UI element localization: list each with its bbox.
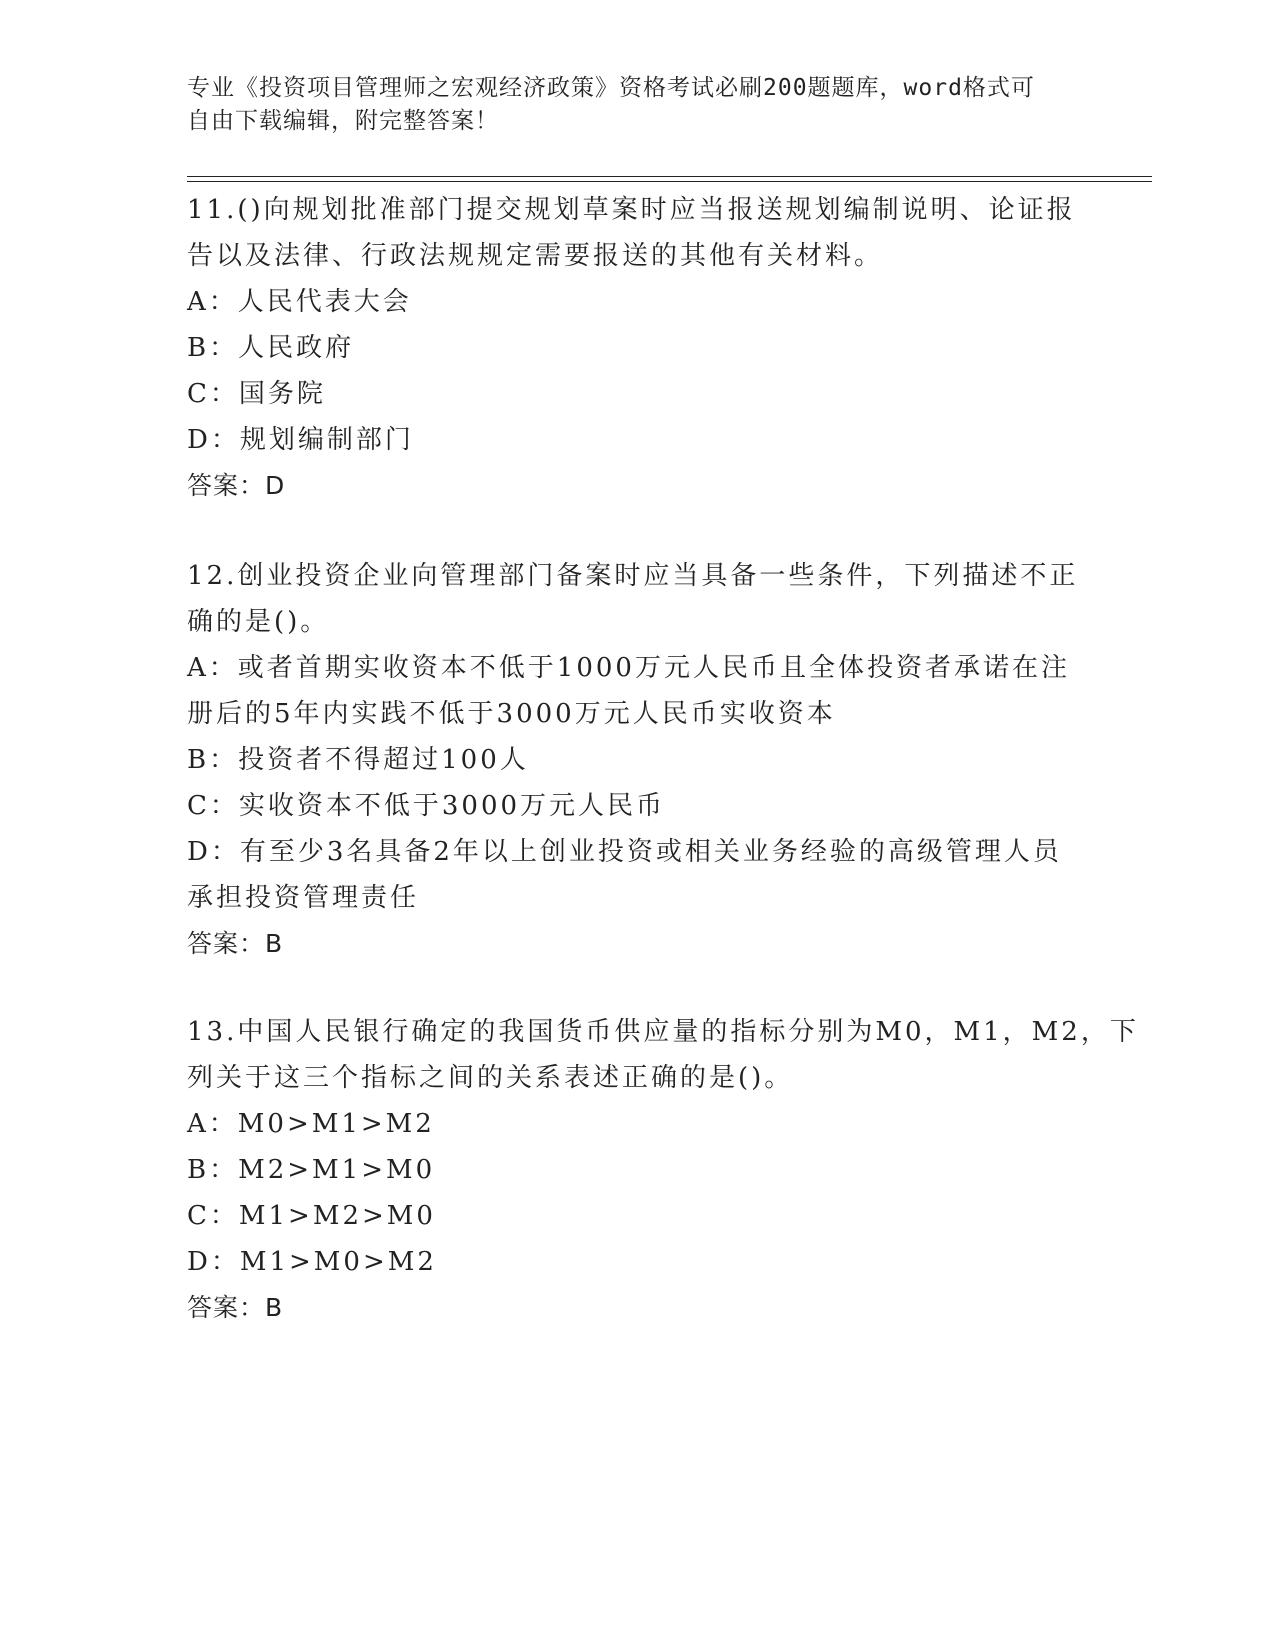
option-d-continued: 承担投资管理责任 [187, 883, 420, 913]
document-header [187, 72, 1087, 138]
option-d: D：M1>M0>M2 [187, 1247, 437, 1277]
question-stem-line: 告以及法律、行政法规规定需要报送的其他有关材料。 [187, 241, 884, 271]
question-12 [187, 553, 1087, 967]
header-line-2: 自由下载编辑，附完整答案！ [187, 108, 499, 134]
option-a-continued: 册后的5年内实践不低于3000万元人民币实收资本 [187, 699, 836, 729]
option-c: C：国务院 [187, 379, 326, 409]
option-c: C：M1>M2>M0 [187, 1201, 436, 1231]
option-d: D：规划编制部门 [187, 425, 414, 455]
option-a: A：M0>M1>M2 [187, 1109, 435, 1139]
question-stem-line: 11.()向规划批准部门提交规划草案时应当报送规划编制说明、论证报 [187, 195, 1076, 225]
option-a: A：或者首期实收资本不低于1000万元人民币且全体投资者承诺在注 [187, 653, 1070, 683]
option-c: C：实收资本不低于3000万元人民币 [187, 791, 666, 821]
option-d: D：有至少3名具备2年以上创业投资或相关业务经验的高级管理人员 [187, 837, 1062, 867]
answer-line: 答案：D [187, 471, 286, 500]
question-stem-line: 12.创业投资企业向管理部门备案时应当具备一些条件，下列描述不正 [187, 561, 1079, 591]
question-stem-line: 13.中国人民银行确定的我国货币供应量的指标分别为M0，M1，M2，下 [187, 1017, 1139, 1047]
answer-line: 答案：B [187, 929, 284, 958]
header-line-1: 专业《投资项目管理师之宏观经济政策》资格考试必刷200题题库，word格式可 [187, 75, 1035, 101]
option-b: B：人民政府 [187, 333, 355, 363]
option-a: A：人民代表大会 [187, 287, 412, 317]
question-11 [187, 187, 1087, 509]
header-divider-bottom [187, 181, 1152, 182]
question-13 [187, 1009, 1139, 1331]
question-stem-line: 列关于这三个指标之间的关系表述正确的是()。 [187, 1063, 794, 1093]
question-stem-line: 确的是()。 [187, 607, 330, 637]
answer-line: 答案：B [187, 1293, 284, 1322]
option-b: B：投资者不得超过100人 [187, 745, 529, 775]
option-b: B：M2>M1>M0 [187, 1155, 436, 1185]
header-divider-top [187, 176, 1152, 177]
